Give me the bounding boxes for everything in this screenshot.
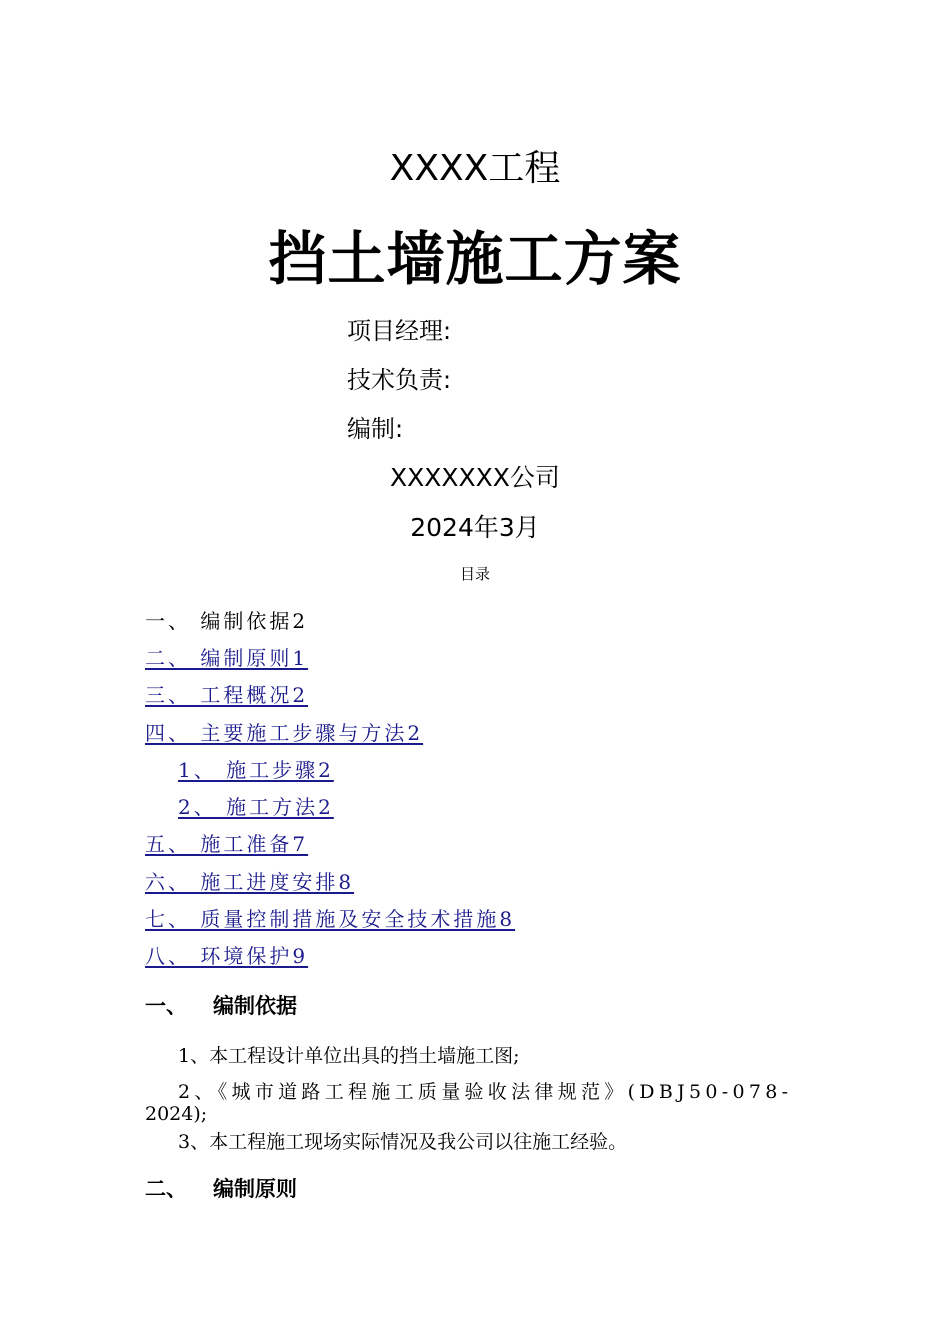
toc-item-schedule[interactable]: 六、 施工进度安排8	[145, 870, 355, 894]
toc-item-quality-safety[interactable]: 七、 质量控制措施及安全技术措施8	[145, 907, 516, 931]
section-title: 编制依据	[213, 994, 297, 1018]
section-title: 编制原则	[213, 1177, 297, 1201]
toc-item-basis[interactable]: 一、 编制依据2	[145, 609, 309, 633]
toc-item-main-steps[interactable]: 四、 主要施工步骤与方法2	[145, 721, 424, 745]
toc-item-environment[interactable]: 八、 环境保护9	[145, 944, 309, 968]
section-heading-principle	[145, 1173, 297, 1203]
basis-item-2-cont: 2024);	[145, 1103, 208, 1125]
technical-lead-label: 技术负责:	[347, 366, 452, 394]
toc-item-overview[interactable]: 三、 工程概况2	[145, 683, 309, 707]
toc-title: 目录	[459, 565, 490, 583]
document-date: 2024年3月	[410, 513, 540, 542]
document-title: 挡土墙施工方案	[268, 225, 682, 293]
toc-item-principle[interactable]: 二、 编制原则1	[145, 646, 309, 670]
project-manager-label: 项目经理:	[347, 317, 452, 345]
editor-label: 编制:	[347, 415, 404, 443]
toc-item-construction-steps[interactable]: 1、 施工步骤2	[178, 758, 334, 782]
company-name: XXXXXXX公司	[390, 463, 560, 492]
section-heading-basis	[145, 990, 297, 1020]
section-number: 二、	[145, 1177, 187, 1201]
toc-item-construction-methods[interactable]: 2、 施工方法2	[178, 795, 334, 819]
project-name: XXXX工程	[389, 148, 561, 189]
basis-item-1: 1、本工程设计单位出具的挡土墙施工图;	[178, 1045, 520, 1067]
basis-item-2: 2、《城市道路工程施工质量验收法律规范》(DBJ50-078-	[178, 1081, 793, 1103]
toc-item-preparation[interactable]: 五、 施工准备7	[145, 832, 309, 856]
basis-item-3: 3、本工程施工现场实际情况及我公司以往施工经验。	[178, 1131, 628, 1153]
section-number: 一、	[145, 994, 187, 1018]
